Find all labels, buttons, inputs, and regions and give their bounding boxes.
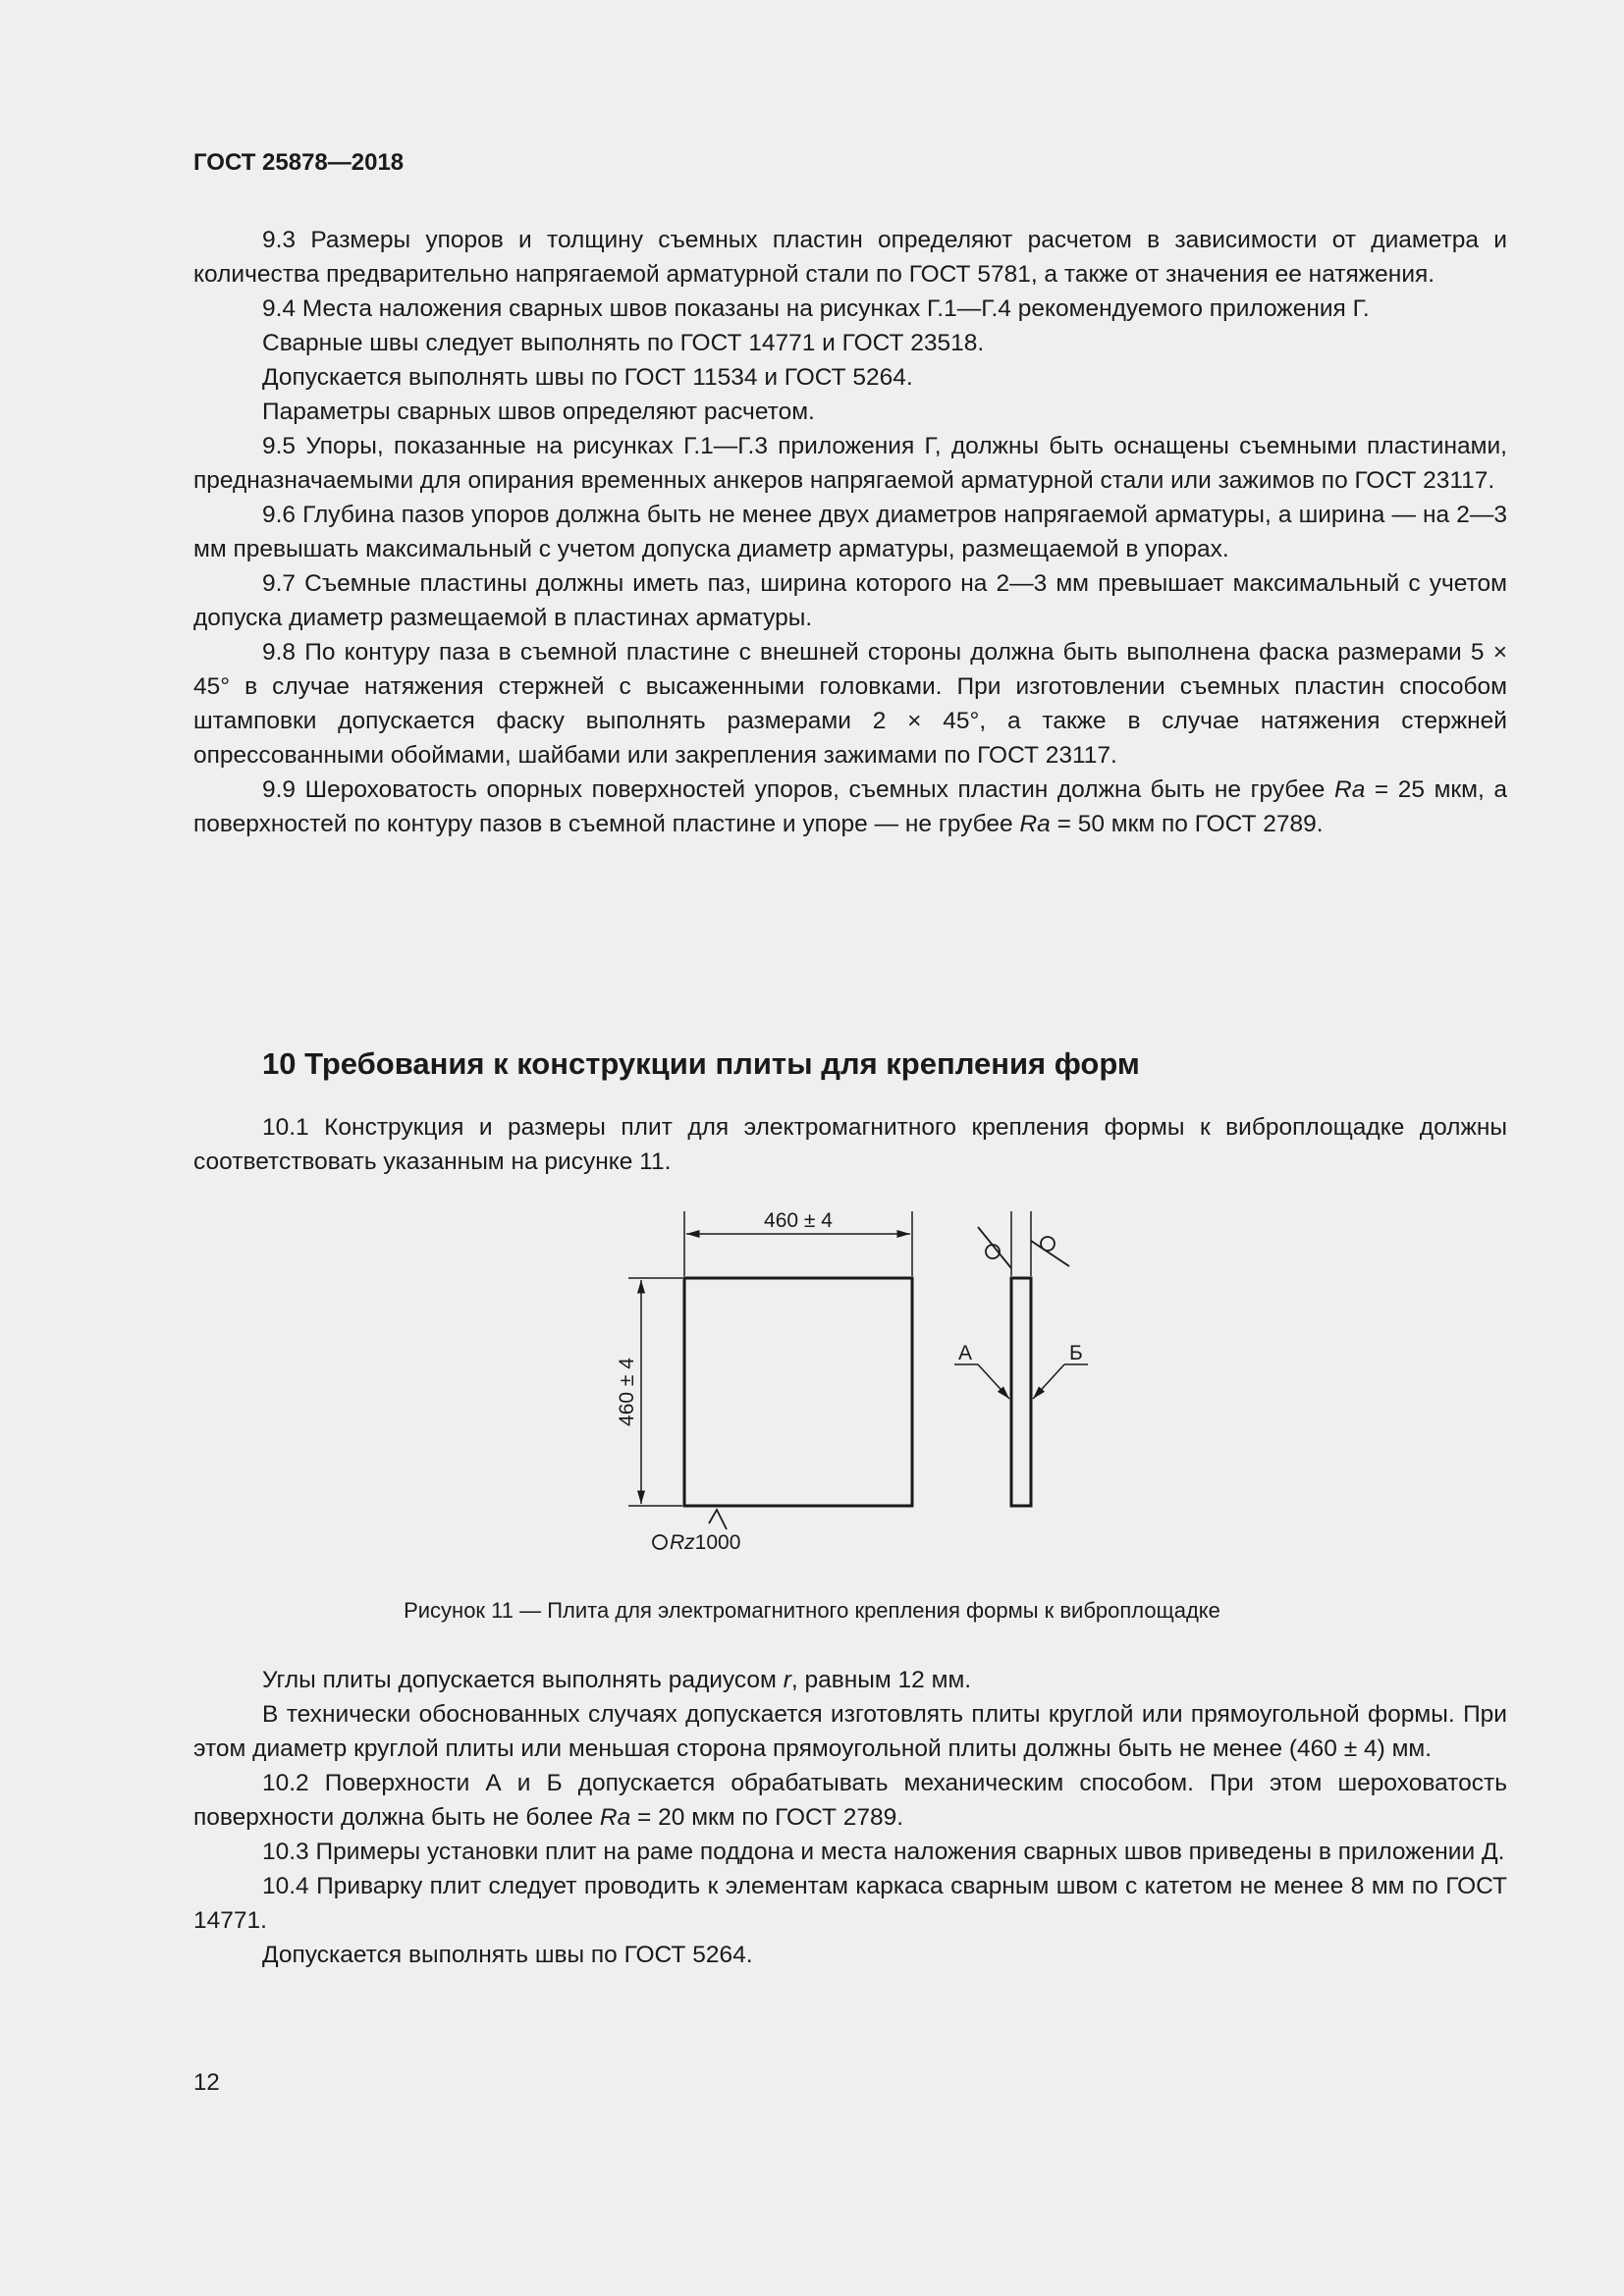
paragraph-9-8: 9.8 По контуру паза в съемной пластине с внешней стороны должна быть выполнена фаска размерами 5 × 45° в случае натяжения стержней с высаженными головками. При изготовлении съемных пластин способом штамповки допускается фаску выполнять размерами 2 × 45°, а также в случае натяжения стержней опрессованными обоймами, шайбами или закрепления зажимами по ГОСТ 23117. [193, 639, 1507, 769]
paragraph-9-3: 9.3 Размеры упоров и толщину съемных пластин определяют расчетом в зависимости от диаметра и количества предварительно напрягаемой арматурной стали по ГОСТ 5781, а также от значения ее натяжения. [193, 227, 1507, 288]
text-block-bottom [193, 1663, 1507, 1972]
paragraph-9-6: 9.6 Глубина пазов упоров должна быть не менее двух диаметров напрягаемой арматуры, а ширина — на 2—3 мм превышать максимальный с учетом допуска диаметр арматуры, размещаемой в упорах. [193, 502, 1507, 562]
roughness-mark [978, 1227, 1011, 1268]
plate-side-view [1011, 1278, 1031, 1506]
paragraph-10-4: 10.4 Приварку плит следует проводить к элементам каркаса сварным швом с катетом не менее 8 мм по ГОСТ 14771. [193, 1873, 1507, 1934]
dimension-height-label: 460 ± 4 [616, 1358, 638, 1426]
label-a: А [958, 1342, 973, 1364]
paragraph-10-3: 10.3 Примеры установки плит на раме поддона и места наложения сварных швов приведены в приложении Д. [262, 1839, 1505, 1865]
document-header: ГОСТ 25878—2018 [193, 149, 405, 176]
leader-line-a [978, 1364, 1009, 1399]
roughness-mark [1031, 1241, 1069, 1266]
paragraph-9-9: 9.9 Шероховатость опорных поверхностей упоров, съемных пластин должна быть не грубее Ra = 25 мкм, а поверхностей по контуру пазов в съемной пластине и упоре — не грубее Ra = 50 мкм по ГОСТ 2789. [193, 776, 1507, 837]
page-number: 12 [193, 2069, 220, 2096]
paragraph-welds-alt: Допускается выполнять швы по ГОСТ 11534 и ГОСТ 5264. [262, 364, 913, 391]
section-10-title: 10 Требования к конструкции плиты для крепления форм [262, 1046, 1140, 1081]
figure-11 [589, 1200, 1100, 1563]
roughness-mark [709, 1510, 727, 1529]
figure-11-drawing [589, 1200, 1100, 1563]
leader-line-b [1033, 1364, 1064, 1399]
ra-symbol: Ra [1019, 811, 1051, 837]
paragraph-shapes: В технически обоснованных случаях допускается изготовлять плиты круглой или прямоугольной формы. При этом диаметр круглой плиты или меньшая сторона прямоугольной плиты должны быть не менее (460 ± 4) мм. [193, 1701, 1507, 1762]
paragraph-corners: Углы плиты допускается выполнять радиусом r, равным 12 мм. [262, 1667, 972, 1693]
ra-symbol: Ra [1334, 776, 1366, 803]
roughness-circle [653, 1535, 667, 1549]
label-b: Б [1069, 1342, 1083, 1364]
paragraph-9-4: 9.4 Места наложения сварных швов показаны на рисунках Г.1—Г.4 рекомендуемого приложения Г. [262, 295, 1370, 322]
paragraph-10-2: 10.2 Поверхности А и Б допускается обрабатывать механическим способом. При этом шероховатость поверхности должна быть не более Ra = 20 мкм по ГОСТ 2789. [193, 1770, 1507, 1831]
figure-11-caption: Рисунок 11 — Плита для электромагнитного крепления формы к виброплощадке [404, 1598, 1220, 1623]
text-block-top [193, 223, 1507, 841]
paragraph-welds-final: Допускается выполнять швы по ГОСТ 5264. [262, 1942, 753, 1968]
roughness-circle [1041, 1237, 1055, 1251]
text-block-10-1 [193, 1110, 1507, 1179]
radius-symbol: r [783, 1667, 791, 1693]
paragraph-9-7: 9.7 Съемные пластины должны иметь паз, ширина которого на 2—3 мм превышает максимальный с учетом допуска диаметр размещаемой в пластинах арматуры. [193, 570, 1507, 631]
paragraph-weld-params: Параметры сварных швов определяют расчетом. [262, 399, 815, 425]
dimension-width-label: 460 ± 4 [764, 1209, 833, 1232]
paragraph-9-5: 9.5 Упоры, показанные на рисунках Г.1—Г.3 приложения Г, должны быть оснащены съемными пластинами, предназначаемыми для опирания временных анкеров напрягаемой арматурной стали или зажимов по ГОСТ 23117. [193, 433, 1507, 494]
paragraph-welds: Сварные швы следует выполнять по ГОСТ 14771 и ГОСТ 23518. [262, 330, 985, 356]
paragraph-10-1: 10.1 Конструкция и размеры плит для электромагнитного крепления формы к виброплощадке должны соответствовать указанным на рисунке 11. [193, 1114, 1507, 1175]
roughness-label: Rz1000 [670, 1531, 741, 1554]
ra-symbol: Ra [599, 1804, 631, 1831]
plate-front-view [684, 1278, 912, 1506]
